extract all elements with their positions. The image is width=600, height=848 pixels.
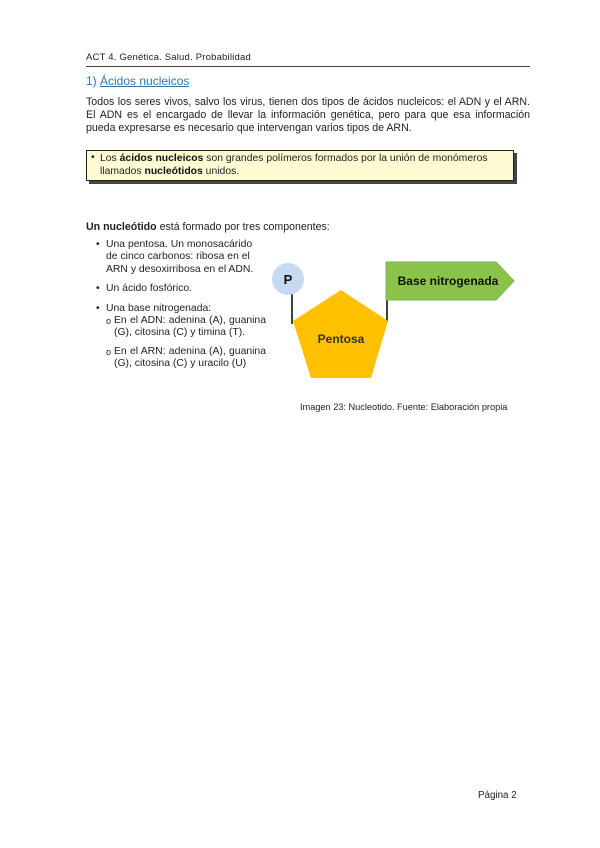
nucleotide-term: Un nucleótido [86, 221, 157, 233]
nucleotide-intro-text: está formado por tres componentes: [156, 221, 330, 233]
base-label: Base nitrogenada [397, 274, 499, 288]
list-item: • Una pentosa. Un monosacárido de cinco carbonos: ribosa en el ARN y desoxirribosa en el ADN. [96, 239, 266, 276]
intro-paragraph: Todos los seres vivos, salvo los virus, tienen dos tipos de ácidos nucleicos: el ADN y el ARN. El ADN es el encargado de llevar la información genética, pero para que esa información pueda expresarse es necesario que intervengan varios tipos de ARN. [86, 96, 530, 134]
nucleotide-diagram [268, 254, 520, 380]
callout-text [91, 152, 513, 178]
page-header: ACT 4. Genética. Salud. Probabilidad [86, 52, 530, 67]
callout-bold-term: nucleótidos [144, 166, 203, 177]
figure-caption: Imagen 23: Nucleotido. Fuente: Elaboración propia [300, 402, 508, 412]
component-list [96, 239, 266, 378]
sublist-item: o En el ARN: adenina (A), guanina (G), citosina (C) y uracilo (U) [106, 346, 266, 371]
phosphate-label: P [283, 272, 293, 287]
page-number: Página 2 [478, 790, 517, 801]
nucleotide-intro [86, 221, 330, 233]
section-title [86, 74, 189, 88]
sublist-item: o En el ADN: adenina (A), guanina (G), citosina (C) y timina (T). [106, 315, 266, 340]
bullet-icon: • [91, 152, 95, 163]
callout-bold-term: ácidos nucleicos [119, 153, 204, 164]
callout-text-part: Los [100, 153, 120, 164]
definition-callout [86, 150, 514, 181]
callout-text-part: son grandes polímeros formados por la unión de monómeros llamados [100, 153, 488, 177]
section-number: 1) [86, 74, 97, 88]
list-item [96, 303, 266, 371]
pentose-label: Pentosa [317, 332, 365, 346]
list-item-text: Una base nitrogenada: [106, 302, 212, 314]
list-item: • Un ácido fosfórico. [96, 283, 266, 295]
callout-text-part: unidos. [202, 166, 240, 177]
base-sublist [106, 315, 266, 371]
section-title-link[interactable]: Ácidos nucleicos [100, 74, 190, 88]
